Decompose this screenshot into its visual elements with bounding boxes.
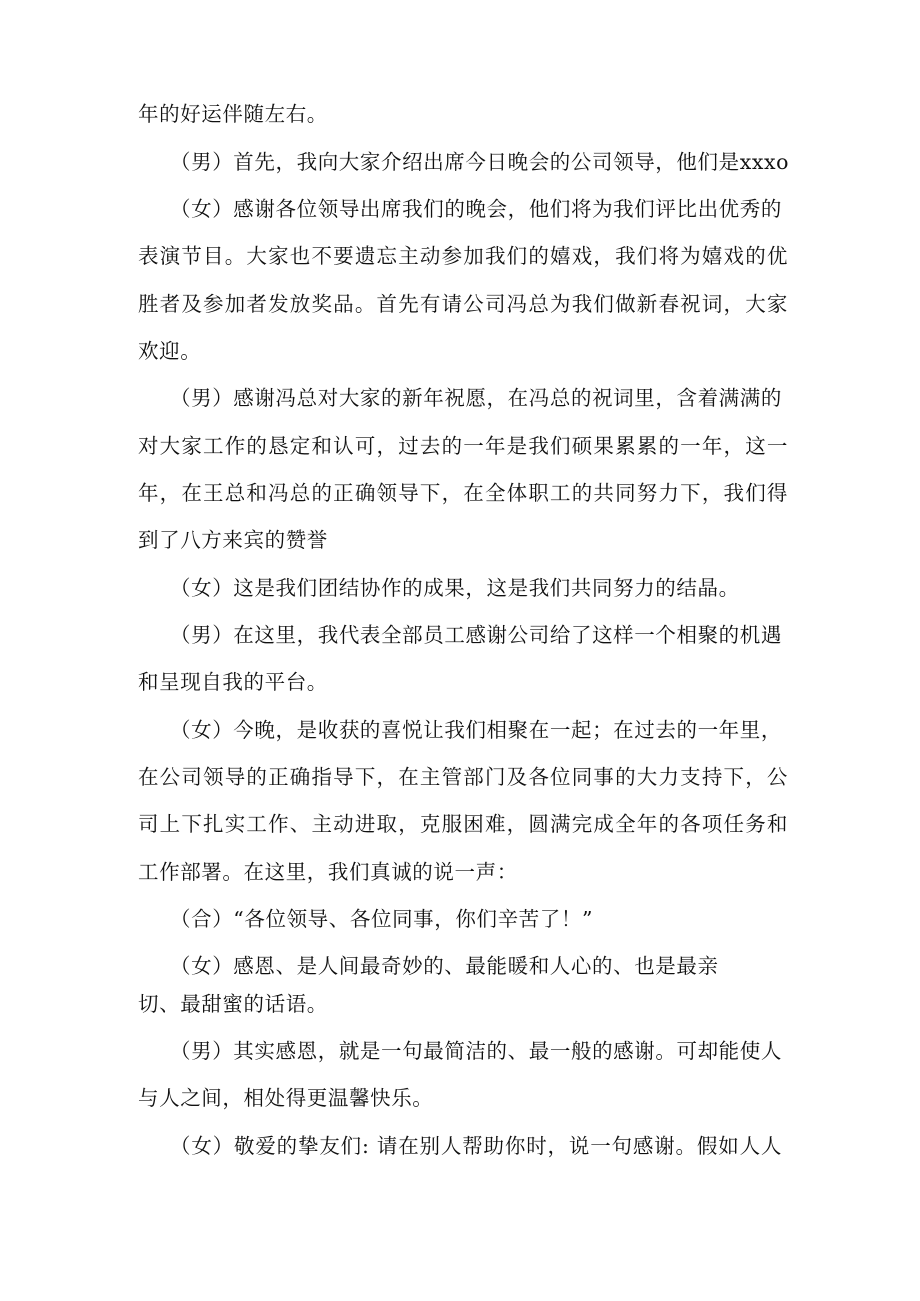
text-line: 胜者及参加者发放奖品。首先有请公司冯总为我们做新春祝词，大家 [138,292,788,316]
text-line: 切、最甜蜜的话语。 [138,992,328,1016]
text-line: 表演节目。大家也不要遗忘主动参加我们的嬉戏，我们将为嬉戏的优 [138,244,788,268]
text-line: 在公司领导的正确指导下，在主管部门及各位同事的大力支持下，公 [138,765,788,789]
text-line: 和呈现自我的平台。 [138,670,328,694]
text-line: 与人之间，相处得更温馨快乐。 [138,1086,434,1110]
text-line: （男）在这里，我代表全部员工感谢公司给了这样一个相聚的机遇 [170,623,782,647]
text-line: （女）今晚，是收获的喜悦让我们相聚在一起；在过去的一年里， [170,718,782,742]
text-line: 年的好运伴随左右。 [138,102,328,126]
text-line: （男）其实感恩，就是一句最简洁的、最一般的感谢。可却能使人 [170,1039,782,1063]
text-line: 对大家工作的恳定和认可，过去的一年是我们硕果累累的一年，这一 [138,434,788,458]
text-line: 司上下扎实工作、主动进取，克服困难，圆满完成全年的各项任务和 [138,812,788,836]
text-line: （女）感恩、是人间最奇妙的、最能暖和人心的、也是最亲 [170,954,719,978]
text-line: （女）敬爱的挚友们: 请在别人帮助你时，说一句感谢。假如人人 [170,1134,782,1158]
text-line: （合）“各位领导、各位同事，你们辛苦了！” [170,907,594,931]
text-line: 到了八方来宾的赞誉 [138,528,328,552]
text-line: 工作部署。在这里，我们真诚的说一声： [138,860,518,884]
text-line: 欢迎。 [138,339,202,363]
text-line: （女）感谢各位领导出席我们的晚会，他们将为我们评比出优秀的 [170,197,782,221]
text-line: （女）这是我们团结协作的成果，这是我们共同努力的结晶。 [170,576,740,600]
text-line: （男）首先，我向大家介绍出席今日晚会的公司领导，他们是xxxo [170,150,790,174]
text-line: 年，在王总和冯总的正确领导下，在全体职工的共同努力下，我们得 [138,481,788,505]
text-line: （男）感谢冯总对大家的新年祝愿，在冯总的祝词里，含着满满的 [170,386,782,410]
